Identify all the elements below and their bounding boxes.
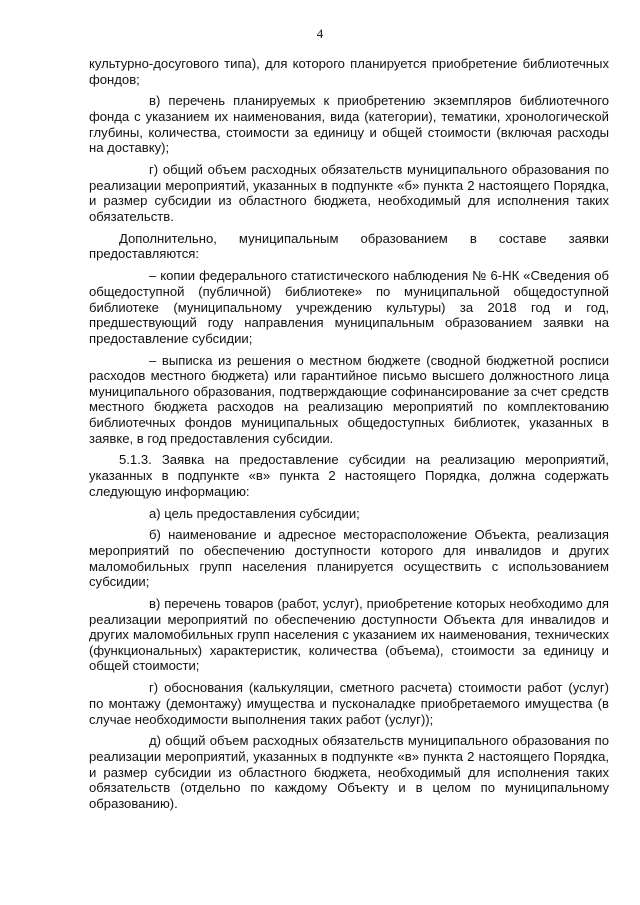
- paragraph-text: общий объем расходных обязательств муниципального образования по реализации мероприятий, указанных в подпункте «б» пункта 2 настоящего Порядка, и размер субсидии из областного бюджета, необходимый для исполнения таких обязательств.: [89, 162, 609, 224]
- paragraph-text: цель предоставления субсидии;: [164, 505, 360, 521]
- list-item-a-purpose: [89, 506, 609, 522]
- list-marker: а): [149, 505, 161, 521]
- paragraph-continuation: [89, 56, 609, 87]
- list-marker: –: [149, 268, 157, 284]
- list-marker: б): [149, 527, 161, 543]
- dash-item-statistics: [89, 268, 609, 346]
- list-marker: г): [149, 680, 159, 696]
- paragraph-text: обоснования (калькуляции, сметного расчета) стоимости работ (услуг) по монтажу (демонтажу) имущества и пусконаладке приобретаемого имущества (в случае необходимости выполнения таких работ (услуг));: [89, 680, 609, 727]
- paragraph-text: копии федерального статистического наблюдения № 6-НК «Сведения об общедоступной (публичной) библиотеке» по муниципальной общедоступной библиотеке (муниципальному учреждению культуры) за 2018 год и год, предшествующий году направления муниципальным образованием заявки на предоставление субсидии;: [89, 268, 609, 346]
- list-item-b-object: [89, 527, 609, 589]
- list-item-g-obligations: [89, 162, 609, 224]
- paragraph-text: перечень товаров (работ, услуг), приобретение которых необходимо для реализации мероприятий по обеспечению доступности Объекта для инвалидов и других маломобильных групп населения с указанием их наименования, технических (функциональных) характеристик, количества (объема), стоимости за единицу и общей стоимости;: [89, 596, 609, 674]
- list-item-d-obligations: [89, 733, 609, 811]
- list-item-g-justification: [89, 680, 609, 727]
- list-marker: –: [149, 352, 157, 368]
- paragraph-text: Дополнительно, муниципальным образованием в составе заявки предоставляются:: [89, 230, 609, 262]
- paragraph-text: общий объем расходных обязательств муниципального образования по реализации мероприятий, указанных в подпункте «в» пункта 2 настоящего Порядка, и размер субсидии из областного бюджета, необходимый для исполнения таких обязательств (отдельно по каждому Объекту и в целом по муниципальному образованию).: [89, 733, 609, 811]
- list-marker: г): [149, 162, 159, 178]
- document-body: [89, 56, 609, 818]
- list-item-v-goods: [89, 596, 609, 674]
- paragraph-text: культурно-досугового типа), для которого планируется приобретение библиотечных фондов;: [89, 56, 609, 87]
- list-item-v-library-fund: [89, 93, 609, 155]
- dash-item-budget-extract: [89, 353, 609, 447]
- paragraph-5-1-3: [89, 452, 609, 499]
- list-marker: в): [149, 596, 161, 612]
- paragraph-text: перечень планируемых к приобретению экземпляров библиотечного фонда с указанием их наименования, вида (категории), тематики, хронологической глубины, количества, стоимости за единицу и общей стоимости (включая расходы на доставку);: [89, 93, 609, 156]
- paragraph-additional-docs: [89, 231, 609, 262]
- list-marker: в): [149, 93, 161, 109]
- paragraph-text: наименование и адресное месторасположение Объекта, реализация мероприятий по обеспечению доступности которого для инвалидов и других маломобильных групп населения планируется осуществить с использованием субсидии;: [89, 527, 609, 590]
- list-marker: д): [149, 733, 162, 749]
- paragraph-text: выписка из решения о местном бюджете (сводной бюджетной росписи расходов местного бюджета) или гарантийное письмо высшего должностного лица муниципального образования, подтверждающие софинансирование за счет средств местного бюджета расходов на реализацию мероприятий по комплектованию библиотечных фондов муниципальных общедоступных библиотек, указанных в заявке, в год предоставления субсидии.: [89, 352, 610, 446]
- paragraph-text: 5.1.3. Заявка на предоставление субсидии на реализацию мероприятий, указанных в подпункте «в» пункта 2 настоящего Порядка, должна содержать следующую информацию:: [89, 452, 609, 499]
- page-number: 4: [316, 26, 324, 41]
